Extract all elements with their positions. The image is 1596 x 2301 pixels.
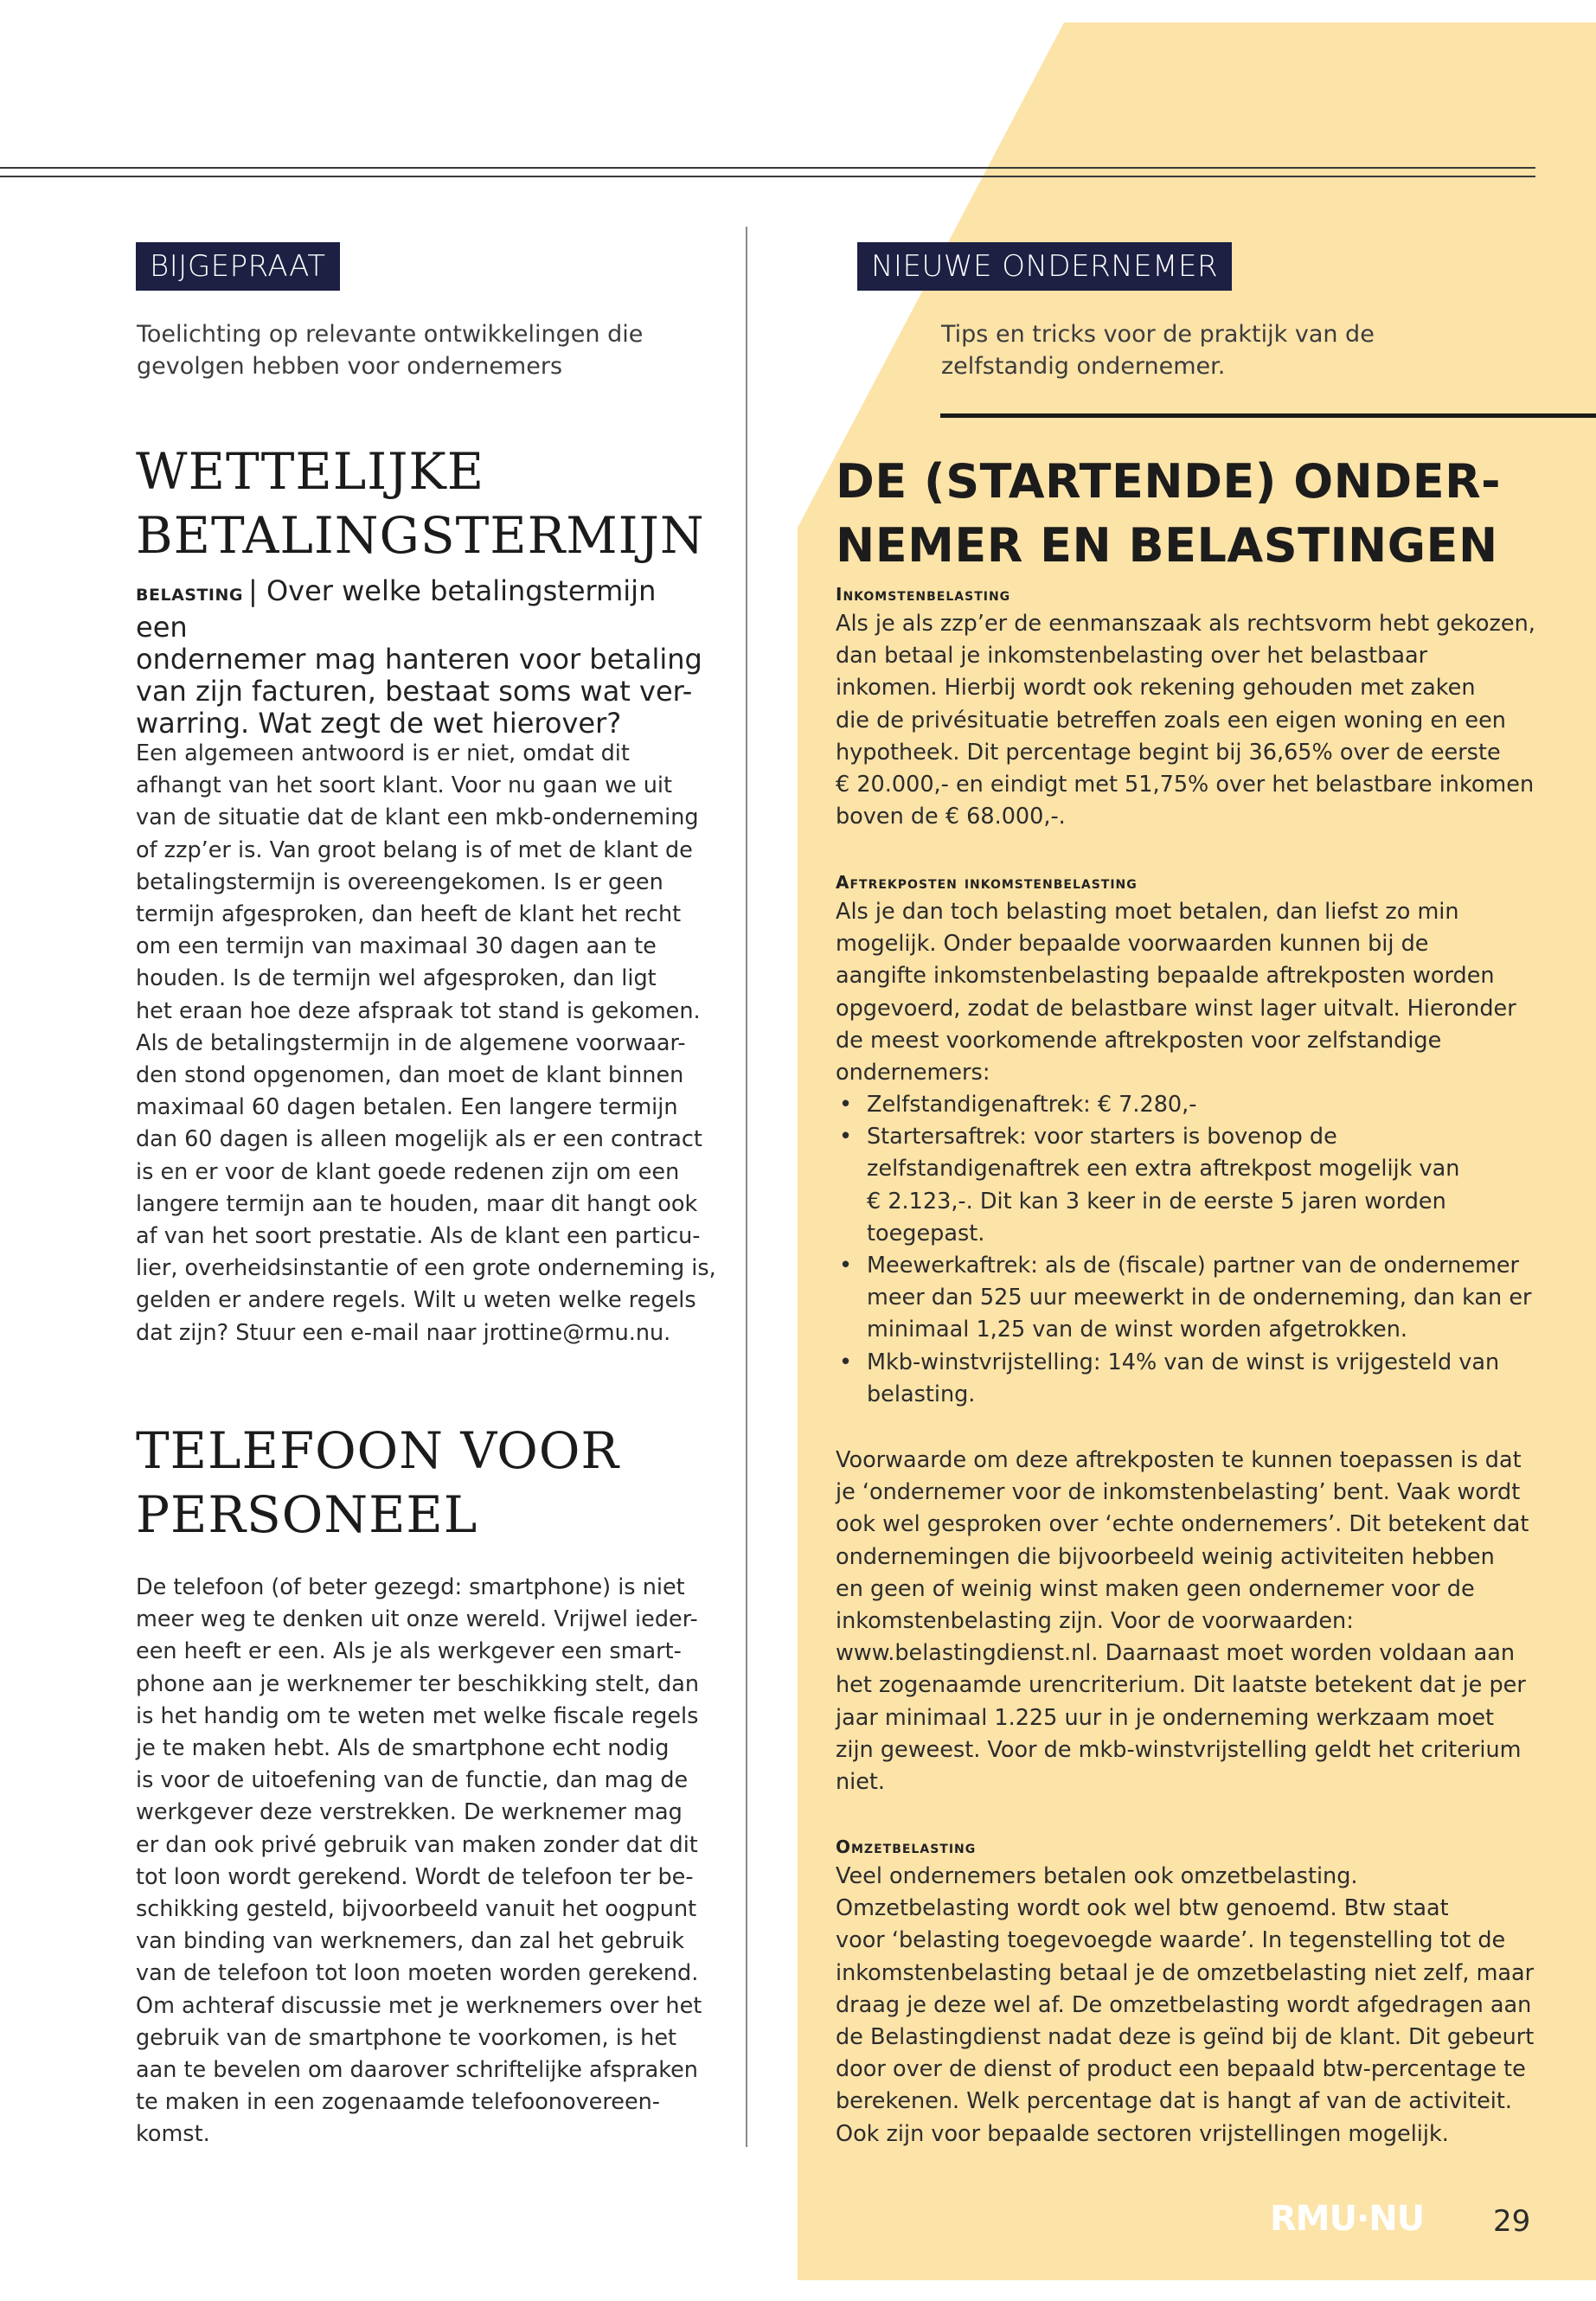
article-lead-betalingstermijn: BELASTING | Over welke betalingstermijn een ondernemer mag hanteren voor betaling van zijn facturen, bestaat soms wat ver- warring. Wat zegt de wet hierover? [136, 574, 702, 740]
text-line: Zelfstandigenaftrek: € 7.280,- [867, 1092, 1197, 1118]
text-line: www.belastingdienst.nl. Daarnaast moet worden voldaan aan [836, 1640, 1516, 1667]
text-line: toegepast. [867, 1220, 985, 1247]
text-line: je ‘ondernemer voor de inkomstenbelasting’ bent. Vaak wordt [836, 1479, 1521, 1506]
text-line: te maken in een zogenaamde telefoonovereen- [136, 2089, 661, 2116]
text-line: boven de € 68.000,-. [836, 804, 1066, 830]
text-line: Ook zijn voor bepaalde sectoren vrijstellingen mogelijk. [836, 2120, 1449, 2147]
text-line: meer weg te denken uit onze wereld. Vrijwel ieder- [136, 1606, 698, 1633]
text-line: je te maken hebt. Als de smartphone echt nodig [136, 1735, 670, 1762]
text-line: € 20.000,- en eindigt met 51,75% over het belastbare inkomen [836, 772, 1535, 798]
text-line: tot loon wordt gerekend. Wordt de telefoon ter be- [136, 1863, 694, 1890]
lead-kicker: BELASTING [136, 586, 243, 605]
text-line: van de situatie dat de klant een mkb-onderneming [136, 804, 699, 831]
text-line: opgevoerd, zodat de belastbare winst lager uitvalt. Hieronder [836, 995, 1516, 1022]
text-line: phone aan je werknemer ter beschikking stelt, dan [136, 1670, 700, 1697]
text-line: voor ‘belasting toegevoegde waarde’. In tegenstelling tot de [836, 1927, 1506, 1954]
text-line: is voor de uitoefening van de functie, dan mag de [136, 1767, 689, 1794]
article-title-telefoon: TELEFOON VOOR PERSONEEL [136, 1421, 620, 1544]
text-line: of zzp’er is. Van groot belang is of met de klant de [136, 836, 693, 863]
text-line: werkgever deze verstrekken. De werknemer mag [136, 1799, 683, 1826]
text-line: houden. Is de termijn wel afgesproken, dan ligt [136, 965, 657, 992]
list-item [836, 1121, 1554, 1250]
body-aftrekposten [836, 896, 1554, 1089]
text-line: Mkb-winstvrijstelling: 14% van de winst is vrijgesteld van [867, 1349, 1500, 1375]
text-line: dan 60 dagen is alleen mogelijk als er een contract [136, 1126, 702, 1153]
text-line: betalingstermijn is overeengekomen. Is er geen [136, 868, 663, 895]
text-line: is en er voor de klant goede redenen zijn om een [136, 1158, 680, 1185]
text-line: inkomstenbelasting betaal je de omzetbelasting niet zelf, maar [836, 1959, 1535, 1986]
top-rule-2 [0, 176, 1535, 177]
list-item [836, 1347, 1554, 1411]
text-line: den stond opgenomen, dan moet de klant binnen [136, 1062, 684, 1089]
article-body-telefoon [136, 1572, 724, 2151]
text-line: inkomen. Hierbij wordt ook rekening gehouden met zaken [836, 675, 1476, 702]
text-line: draag je deze wel af. De omzetbelasting wordt afgedragen aan [836, 1991, 1532, 2018]
text-line: Om achteraf discussie met je werknemers over het [136, 1992, 702, 2019]
text-line: langere termijn aan te houden, maar dit hangt ook [136, 1190, 698, 1217]
text-line: € 2.123,-. Dit kan 3 keer in de eerste 5 jaren worden [867, 1188, 1446, 1215]
rmu-nu-logo: RMU·NU [1270, 2199, 1425, 2239]
text-line: meer dan 525 uur meewerkt in de onderneming, dan kan er [867, 1285, 1532, 1311]
text-line: berekenen. Welk percentage dat is hangt af van de activiteit. [836, 2088, 1512, 2115]
text-line: er dan ook privé gebruik van maken zonder dat dit [136, 1831, 698, 1858]
text-line: schikking gesteld, bijvoorbeeld vanuit het oogpunt [136, 1896, 697, 1923]
right-intro: Tips en tricks voor de praktijk van de zelfstandig ondernemer. [941, 321, 1375, 380]
text-line: Als je dan toch belasting moet betalen, dan liefst zo min [836, 899, 1459, 925]
text-line: een heeft er een. Als je als werkgever een smart- [136, 1638, 682, 1665]
aftrekposten-list [836, 1089, 1554, 1411]
text-line: gebruik van de smartphone te voorkomen, is het [136, 2024, 677, 2051]
text-line: belasting. [867, 1381, 976, 1407]
body-inkomstenbelasting [836, 608, 1554, 833]
text-line: ook wel gesproken over ‘echte ondernemers’. Dit betekent dat [836, 1511, 1529, 1538]
text-line: afhangt van het soort klant. Voor nu gaan we uit [136, 772, 672, 799]
text-line: van binding van werknemers, dan zal het gebruik [136, 1928, 685, 1955]
page-number: 29 [1493, 2204, 1531, 2239]
text-line: door over de dienst of product een bepaald btw-percentage te [836, 2056, 1526, 2083]
text-line: dat zijn? Stuur een e-mail naar jrottine@rmu.nu. [136, 1319, 671, 1346]
text-line: niet. [836, 1769, 886, 1796]
text-line: van de telefoon tot loon moeten worden gerekend. [136, 1960, 699, 1987]
text-line: zelfstandigenaftrek een extra aftrekpost mogelijk van [867, 1156, 1460, 1183]
text-line: maximaal 60 dagen betalen. Een langere termijn [136, 1094, 678, 1121]
text-line: aangifte inkomstenbelasting bepaalde aftrekposten worden [836, 963, 1495, 990]
article-title-betalingstermijn: WETTELIJKE BETALINGSTERMIJN [136, 442, 705, 565]
subhead-inkomstenbelasting: Inkomstenbelasting [836, 584, 1011, 605]
text-line: mogelijk. Onder bepaalde voorwaarden kunnen bij de [836, 931, 1429, 958]
text-line: ondernemers: [836, 1060, 990, 1086]
text-line: om een termijn van maximaal 30 dagen aan te [136, 933, 657, 960]
text-line: het zogenaamde urencriterium. Dit laatste betekent dat je per [836, 1672, 1526, 1699]
section-tag-bijgepraat: BIJGEPRAAT [136, 242, 340, 291]
text-line: aan te bevelen om daarover schriftelijke afspraken [136, 2057, 698, 2084]
body-voorwaarden [836, 1445, 1554, 1798]
text-line: Als je als zzp’er de eenmanszaak als rechtsvorm hebt gekozen, [836, 611, 1535, 637]
right-intro-rule [940, 413, 1596, 418]
article-body-betalingstermijn [136, 738, 724, 1349]
text-line: Startersaftrek: voor starters is bovenop de [867, 1124, 1337, 1150]
bullet-dot: • [839, 1349, 853, 1375]
column-divider [746, 227, 747, 2147]
list-item [836, 1250, 1554, 1347]
text-line: de Belastingdienst nadat deze is geïnd bij de klant. Dit gebeurt [836, 2024, 1535, 2051]
text-line: de meest voorkomende aftrekposten voor zelfstandige [836, 1027, 1442, 1054]
text-line: minimaal 1,25 van de winst worden afgetrokken. [867, 1317, 1408, 1343]
body-omzetbelasting [836, 1861, 1554, 2150]
text-line: Voorwaarde om deze aftrekposten te kunnen toepassen is dat [836, 1447, 1522, 1473]
subhead-omzetbelasting: Omzetbelasting [836, 1836, 977, 1857]
text-line: jaar minimaal 1.225 uur in je onderneming werkzaam moet [836, 1704, 1495, 1731]
text-line: Een algemeen antwoord is er niet, omdat dit [136, 740, 630, 766]
text-line: het eraan hoe deze afspraak tot stand is gekomen. [136, 997, 701, 1024]
text-line: dan betaal je inkomstenbelasting over het belastbaar [836, 643, 1428, 670]
subhead-aftrekposten: Aftrekposten inkomstenbelasting [836, 872, 1138, 893]
text-line: Meewerkaftrek: als de (fiscale) partner van de ondernemer [867, 1253, 1520, 1279]
text-line: termijn afgesproken, dan heeft de klant het recht [136, 901, 682, 928]
text-line: ondernemingen die bijvoorbeeld weinig activiteiten hebben [836, 1543, 1495, 1570]
bullet-dot: • [839, 1092, 853, 1118]
text-line: zijn geweest. Voor de mkb-winstvrijstelling geldt het criterium [836, 1736, 1522, 1763]
text-line: die de privésituatie betreffen zoals een eigen woning en een [836, 707, 1506, 734]
text-line: De telefoon (of beter gezegd: smartphone) is niet [136, 1574, 685, 1600]
text-line: en geen of weinig winst maken geen ondernemer voor de [836, 1575, 1475, 1602]
text-line: Als de betalingstermijn in de algemene voorwaar- [136, 1029, 686, 1056]
text-line: af van het soort prestatie. Als de klant een particu- [136, 1223, 701, 1250]
text-line: inkomstenbelasting zijn. Voor de voorwaarden: [836, 1608, 1354, 1635]
text-line: gelden er andere regels. Wilt u weten welke regels [136, 1287, 696, 1314]
bullet-dot: • [839, 1253, 853, 1279]
text-line: hypotheek. Dit percentage begint bij 36,65% over de eerste [836, 739, 1501, 766]
article-title-belastingen: DE (STARTENDE) ONDER- NEMER EN BELASTINGEN [836, 454, 1502, 573]
text-line: Veel ondernemers betalen ook omzetbelasting. [836, 1863, 1358, 1889]
text-line: Omzetbelasting wordt ook wel btw genoemd. Btw staat [836, 1895, 1449, 1922]
left-intro: Toelichting op relevante ontwikkelingen die gevolgen hebben voor ondernemers [137, 321, 644, 380]
section-tag-nieuwe-ondernemer: NIEUWE ONDERNEMER [857, 242, 1232, 291]
bullet-dot: • [839, 1124, 853, 1150]
text-line: komst. [136, 2121, 210, 2148]
text-line: is het handig om te weten met welke fiscale regels [136, 1702, 699, 1729]
text-line: lier, overheidsinstantie of een grote onderneming is, [136, 1255, 716, 1282]
top-rule-1 [0, 167, 1535, 169]
list-item [836, 1089, 1554, 1121]
